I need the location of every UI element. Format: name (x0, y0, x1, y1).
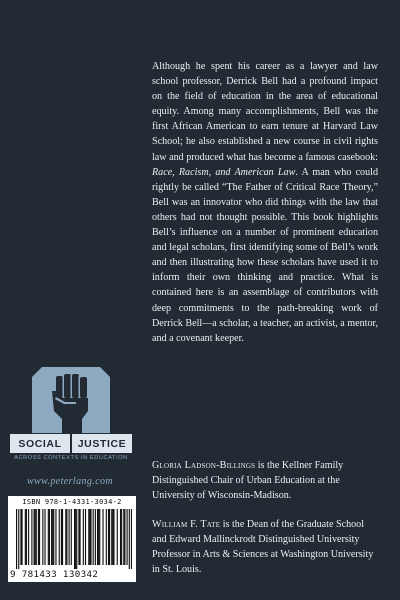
blurb-part-2: . A man who could rightly be called “The Father of Critical Race Theory,” Bell was an innovator who did things with the law that others had not thought possible. This book highlights Bell’s influence on a number of prominent education and legal scholars, first identifying some of Bell’s work and then illustrating how these scholars have used it to inform their own thinking and practice. What is contained here is an assemblage of contributors with deep commitments to the path-breaking work of Derrick Bell—a scholar, a teacher, an activist, a mentor, and a covenant keeper. (152, 166, 379, 344)
author-name: William F. Tate (152, 519, 221, 530)
barcode-bar (108, 509, 109, 565)
barcode-bar (53, 509, 54, 565)
barcode-bar (95, 509, 96, 565)
author-bio-text: is the Kellner Family Distinguished Chair of Urban Education at the University of Wisconsin-Madison. (152, 460, 344, 502)
raised-fist-icon (32, 367, 110, 433)
barcode-bar (71, 509, 72, 565)
barcode-bar (79, 509, 80, 565)
barcode-bar (85, 509, 86, 565)
barcode-bar (106, 509, 107, 565)
author-bio-ladson-billings (152, 458, 378, 503)
barcode-bar (111, 509, 112, 565)
barcode-bars (16, 509, 132, 569)
logo-word-social: SOCIAL (10, 434, 70, 453)
barcode-bar (48, 509, 49, 565)
barcode-bar (21, 509, 22, 565)
barcode-bar (76, 509, 77, 569)
barcode-bar (109, 509, 110, 565)
barcode-bar (99, 509, 100, 565)
casebook-title: Race, Racism, and American Law (152, 166, 296, 178)
barcode-bar (42, 509, 43, 565)
barcode-bar (16, 509, 17, 569)
barcode-bar (18, 509, 19, 569)
barcode-bar (123, 509, 124, 565)
logo-word-justice: JUSTICE (72, 434, 132, 453)
barcode-bar (20, 509, 21, 565)
barcode-bar (93, 509, 94, 565)
barcode-bar (74, 509, 75, 569)
barcode-bar (52, 509, 53, 565)
barcode-bar (62, 509, 63, 565)
barcode-bar (61, 509, 62, 565)
barcode-bar (69, 509, 70, 565)
series-logo (10, 367, 132, 467)
barcode-bar (31, 509, 32, 565)
barcode-bar (28, 509, 29, 565)
barcode-bar (90, 509, 91, 565)
barcode-bar (112, 509, 113, 565)
barcode-bar (88, 509, 89, 565)
barcode-bar (26, 509, 27, 565)
blurb-part-1: Although he spent his career as a lawyer and law school professor, Derrick Bell had a profound impact on the field of education in the area of educational equity. Among many accomplishments, Bell was the first African American to earn tenure at Harvard Law School; he also established a new course in civil rights law and produced what has become a famous casebook: (152, 61, 378, 163)
barcode-bar (39, 509, 40, 565)
barcode-bar (35, 509, 36, 565)
barcode-bar (34, 509, 35, 565)
barcode-bar (97, 509, 98, 565)
barcode-bar (131, 509, 132, 569)
barcode-bar (102, 509, 103, 565)
publisher-url: www.peterlang.com (27, 476, 114, 487)
barcode-bar (78, 509, 79, 565)
barcode-bar (129, 509, 130, 569)
barcode-bar (38, 509, 39, 565)
barcode-bar (49, 509, 50, 565)
barcode-bar (25, 509, 26, 565)
barcode-bar (44, 509, 45, 565)
barcode-bar (121, 509, 122, 565)
barcode-bar (124, 509, 125, 565)
barcode-digits: 9 781433 130342 (10, 569, 99, 580)
barcode-bar (120, 509, 121, 565)
barcode-bar (113, 509, 114, 565)
description-blurb (152, 59, 378, 346)
author-bio-text: is the Dean of the Graduate School and Edward Mallinckrodt Distinguished University Professor in Arts & Sciences at Washington University in St. Louis. (152, 519, 374, 576)
logo-wordmark (10, 434, 132, 453)
barcode-bar (36, 509, 37, 565)
barcode-bar (98, 509, 99, 565)
isbn-label: ISBN 978-1-4331-3034-2 (22, 498, 122, 506)
barcode-bar (51, 509, 52, 565)
author-bio-tate (152, 517, 378, 577)
barcode-bar (117, 509, 118, 565)
barcode-bar (55, 509, 56, 565)
barcode-bar (127, 509, 128, 565)
logo-tagline: ACROSS CONTEXTS IN EDUCATION (14, 455, 128, 461)
barcode-bar (66, 509, 67, 565)
barcode-bar (75, 509, 76, 569)
isbn-barcode (8, 496, 136, 582)
barcode-bar (83, 509, 84, 565)
barcode-bar (59, 509, 60, 565)
barcode-bar (65, 509, 66, 565)
barcode-bar (89, 509, 90, 565)
author-name: Gloria Ladson-Billings (152, 460, 256, 471)
